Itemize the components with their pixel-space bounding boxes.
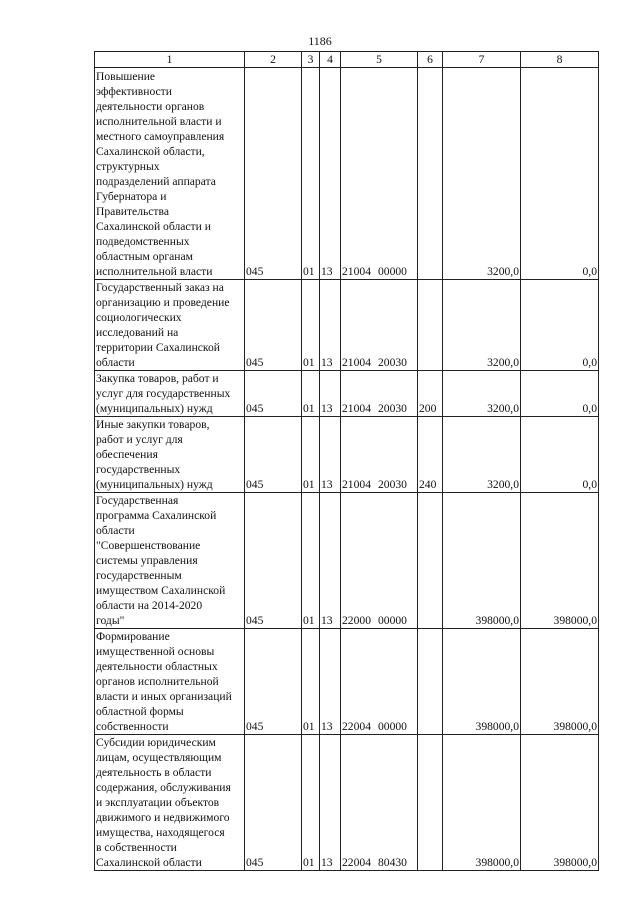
description-line: государственных <box>96 463 181 476</box>
description-line: обеспечения <box>96 448 158 461</box>
description-line: имуществом Сахалинской <box>96 584 226 597</box>
target-code-program: 21004 <box>342 478 371 491</box>
column-header: 3 <box>302 52 320 68</box>
target-code-cell <box>341 735 418 871</box>
row-description <box>95 417 245 493</box>
table-row <box>95 493 599 629</box>
description-line: движимого и недвижимого <box>96 811 230 824</box>
amount-cell: 3200,0 <box>443 371 521 417</box>
amount-cell: 3200,0 <box>443 280 521 371</box>
description-line: областным органам <box>96 250 193 263</box>
target-code-program: 22004 <box>342 720 371 733</box>
expense-type-cell <box>418 68 443 280</box>
subsection-code-cell: 13 <box>320 280 341 371</box>
description-line: деятельность в области <box>96 766 212 779</box>
admin-code-cell: 045 <box>245 68 302 280</box>
amount-cell: 0,0 <box>521 280 599 371</box>
row-description <box>95 68 245 280</box>
description-line: Субсидии юридическим <box>96 736 216 749</box>
column-header: 6 <box>418 52 443 68</box>
description-line: социологических <box>96 311 182 324</box>
target-code-direction: 80430 <box>377 856 407 869</box>
row-description <box>95 493 245 629</box>
target-code-cell <box>341 280 418 371</box>
admin-code-cell: 045 <box>245 371 302 417</box>
description-line: Губернатора и <box>96 190 167 203</box>
section-code-cell: 01 <box>302 280 320 371</box>
target-code-cell <box>341 371 418 417</box>
amount-cell: 0,0 <box>521 371 599 417</box>
admin-code-cell: 045 <box>245 493 302 629</box>
row-description <box>95 280 245 371</box>
target-code-cell <box>341 417 418 493</box>
target-code-direction: 00000 <box>377 614 407 627</box>
description-line: области <box>96 524 135 537</box>
description-line: имущества, находящегося <box>96 826 225 839</box>
table-row <box>95 735 599 871</box>
description-line: деятельности органов <box>96 100 205 113</box>
subsection-code-cell: 13 <box>320 735 341 871</box>
description-text <box>96 735 243 870</box>
description-line: (муниципальных) нужд <box>96 402 213 415</box>
description-line: области <box>96 356 135 369</box>
description-line: областной формы <box>96 705 184 718</box>
section-code-cell: 01 <box>302 735 320 871</box>
section-code-cell: 01 <box>302 371 320 417</box>
target-code-direction: 00000 <box>377 720 407 733</box>
description-line: имущественной основы <box>96 645 215 658</box>
amount-cell: 398000,0 <box>443 735 521 871</box>
description-line: власти и иных организаций <box>96 690 232 703</box>
section-code-cell: 01 <box>302 493 320 629</box>
description-line: работ и услуг для <box>96 433 183 446</box>
description-line: и эксплуатации объектов <box>96 796 220 809</box>
amount-cell: 398000,0 <box>443 493 521 629</box>
description-line: территории Сахалинской <box>96 341 220 354</box>
description-line: организацию и проведение <box>96 296 230 309</box>
subsection-code-cell: 13 <box>320 493 341 629</box>
column-header: 5 <box>341 52 418 68</box>
amount-cell: 398000,0 <box>521 629 599 735</box>
description-line: Формирование <box>96 630 170 643</box>
column-header: 2 <box>245 52 302 68</box>
description-line: государственным <box>96 569 182 582</box>
subsection-code-cell: 13 <box>320 371 341 417</box>
description-line: Повышение <box>96 70 156 83</box>
description-line: Государственная <box>96 494 179 507</box>
admin-code-cell: 045 <box>245 735 302 871</box>
expense-type-cell: 200 <box>418 371 443 417</box>
target-code-program: 21004 <box>342 402 371 415</box>
description-text <box>96 493 243 628</box>
description-line: собственности <box>96 720 169 733</box>
description-line: деятельности областных <box>96 660 218 673</box>
description-line: эффективности <box>96 85 172 98</box>
target-code-program: 21004 <box>342 356 371 369</box>
amount-cell: 0,0 <box>521 417 599 493</box>
description-line: Иные закупки товаров, <box>96 418 210 431</box>
description-line: в собственности <box>96 841 177 854</box>
description-line: Сахалинской области, <box>96 145 205 158</box>
description-line: исследований на <box>96 326 179 339</box>
description-line: Закупка товаров, работ и <box>96 372 219 385</box>
table-row <box>95 629 599 735</box>
target-code-cell <box>341 629 418 735</box>
table-body <box>95 68 599 871</box>
section-code-cell: 01 <box>302 629 320 735</box>
expense-type-cell <box>418 735 443 871</box>
header-row <box>95 52 599 68</box>
amount-cell: 3200,0 <box>443 417 521 493</box>
target-code-direction: 20030 <box>377 402 407 415</box>
row-description <box>95 735 245 871</box>
description-line: программа Сахалинской <box>96 509 217 522</box>
description-text <box>96 280 243 370</box>
column-header: 8 <box>521 52 599 68</box>
amount-cell: 398000,0 <box>521 735 599 871</box>
target-code-direction: 00000 <box>377 265 407 278</box>
target-code-cell <box>341 493 418 629</box>
table-row <box>95 371 599 417</box>
description-line: подразделений аппарата <box>96 175 216 188</box>
description-text <box>96 417 243 492</box>
admin-code-cell: 045 <box>245 280 302 371</box>
target-code-cell <box>341 68 418 280</box>
description-line: области на 2014-2020 <box>96 599 203 612</box>
description-line: подведомственных <box>96 235 190 248</box>
description-line: (муниципальных) нужд <box>96 478 213 491</box>
expense-type-cell <box>418 629 443 735</box>
description-line: содержания, обслуживания <box>96 781 231 794</box>
section-code-cell: 01 <box>302 417 320 493</box>
admin-code-cell: 045 <box>245 417 302 493</box>
description-text <box>96 629 243 734</box>
table-row <box>95 417 599 493</box>
subsection-code-cell: 13 <box>320 68 341 280</box>
budget-table <box>94 51 599 871</box>
description-line: исполнительной власти <box>96 265 213 278</box>
page-number: 1186 <box>308 34 332 48</box>
amount-cell: 0,0 <box>521 68 599 280</box>
expense-type-cell <box>418 280 443 371</box>
description-line: структурных <box>96 160 160 173</box>
amount-cell: 3200,0 <box>443 68 521 280</box>
description-line: Государственный заказ на <box>96 281 224 294</box>
table-row <box>95 68 599 280</box>
description-line: "Совершенствование <box>96 539 201 552</box>
description-line: местного самоуправления <box>96 130 225 143</box>
description-line: услуг для государственных <box>96 387 231 400</box>
amount-cell: 398000,0 <box>521 493 599 629</box>
row-description <box>95 629 245 735</box>
target-code-program: 22000 <box>342 614 371 627</box>
description-text <box>96 371 243 416</box>
subsection-code-cell: 13 <box>320 629 341 735</box>
description-line: органов исполнительной <box>96 675 219 688</box>
description-line: лицам, осуществляющим <box>96 751 222 764</box>
description-line: Правительства <box>96 205 169 218</box>
table-row <box>95 280 599 371</box>
target-code-direction: 20030 <box>377 478 407 491</box>
description-line: Сахалинской области <box>96 856 202 869</box>
target-code-program: 22004 <box>342 856 371 869</box>
target-code-direction: 20030 <box>377 356 407 369</box>
column-header: 7 <box>443 52 521 68</box>
target-code-program: 21004 <box>342 265 371 278</box>
column-header: 1 <box>95 52 245 68</box>
description-line: системы управления <box>96 554 198 567</box>
description-line: Сахалинской области и <box>96 220 211 233</box>
expense-type-cell: 240 <box>418 417 443 493</box>
admin-code-cell: 045 <box>245 629 302 735</box>
section-code-cell: 01 <box>302 68 320 280</box>
description-text <box>96 69 243 279</box>
description-line: исполнительной власти и <box>96 115 222 128</box>
description-line: годы" <box>96 614 125 627</box>
column-header: 4 <box>320 52 341 68</box>
amount-cell: 398000,0 <box>443 629 521 735</box>
row-description <box>95 371 245 417</box>
expense-type-cell <box>418 493 443 629</box>
subsection-code-cell: 13 <box>320 417 341 493</box>
